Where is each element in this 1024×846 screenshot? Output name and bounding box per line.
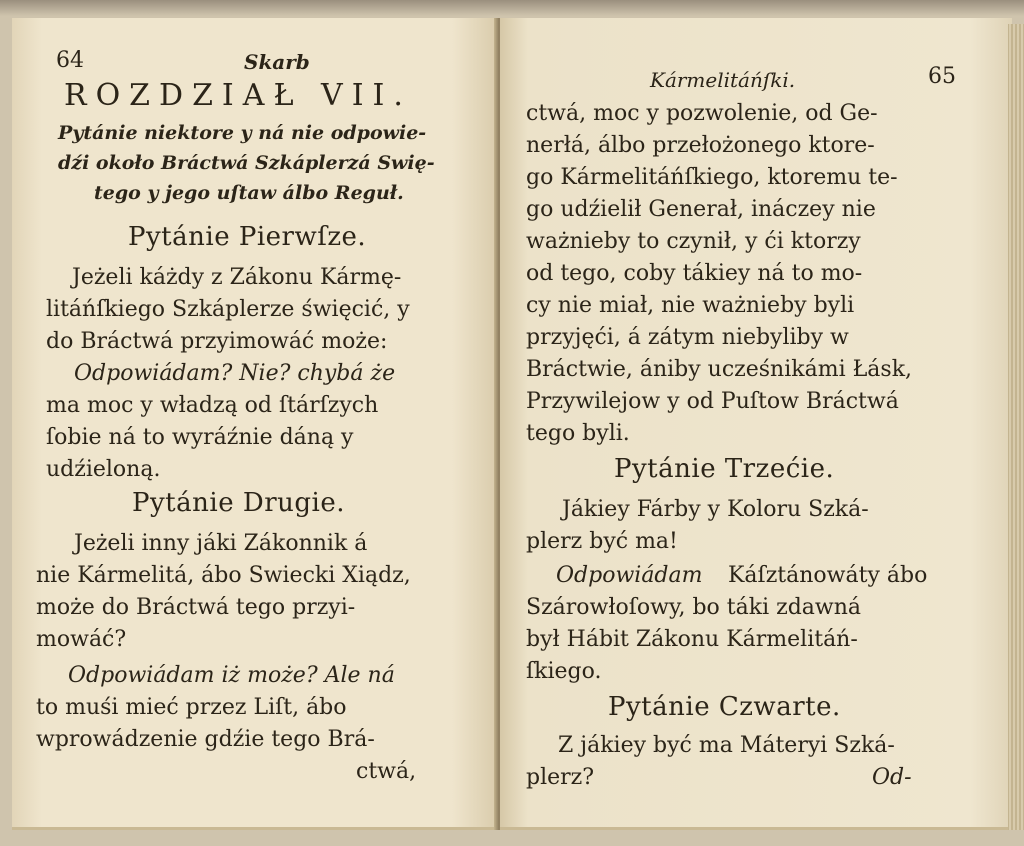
chapter-subtitle-line: dźi około Bráctwá Szkáplerzá Swię- [58,152,435,174]
body-line: litáńſkiego Szkáplerze święcić, y [46,297,410,322]
body-line: był Hábit Zákonu Kármelitáń- [526,627,858,652]
body-line: go Kármelitáńſkiego, ktoremu te- [526,165,898,190]
right-page [500,18,1012,830]
body-line: Káſztánowáty ábo [728,563,928,588]
body-line: ſkiego. [526,659,602,684]
body-line: tego byli. [526,421,630,446]
catchword: Od- [872,765,912,790]
page-number: 65 [928,64,956,89]
section-heading: Pytánie Pierwſze. [128,222,367,252]
body-line: Szárowłoſowy, bo táki zdawná [526,595,862,620]
body-line: wprowádzenie gdźie tego Brá- [36,727,375,752]
chapter-subtitle-line: tego y jego uſtaw álbo Reguł. [94,182,404,204]
body-line: plerz? [526,765,595,790]
body-line: przyjęći, á zátym niebyliby w [526,325,849,350]
body-line: udźieloną. [46,457,161,482]
chapter-subtitle-line: Pytánie niektore y ná nie odpowie- [58,122,427,144]
running-head: Kármelitáńſki. [650,68,796,92]
body-line: ſobie ná to wyráźnie dáną y [46,425,354,450]
body-line: nerłá, álbo przełożonego ktore- [526,133,875,158]
body-line: Jeżeli inny jáki Zákonnik á [74,531,368,556]
answer-line: Odpowiádam iż może? Ale ná [68,663,395,688]
body-line: nie Kármelitá, ábo Swiecki Xiądz, [36,563,411,588]
body-line: od tego, coby tákiey ná to mo- [526,261,863,286]
body-line: to muśi mieć przez Liſt, ábo [36,695,347,720]
section-heading: Pytánie Drugie. [132,488,345,518]
body-line: Jeżeli káżdy z Zákonu Kármę- [72,265,402,290]
body-line: go udźielił Generał, ináczey nie [526,197,876,222]
page-edges [1008,24,1024,830]
answer-label: Odpowiádam [556,563,703,588]
body-line: cy nie miał, nie ważnieby byli [526,293,855,318]
body-line: ważnieby to czynił, y ći ktorzy [526,229,861,254]
section-heading: Pytánie Trzećie. [614,454,835,484]
body-line: plerz być ma! [526,529,678,554]
body-line: Przywilejow y od Puſtow Bráctwá [526,389,899,414]
body-line: ctwá, [356,759,417,784]
body-line: Bráctwie, ániby ucześnikámi Łásk, [526,357,913,382]
body-line: ctwá, moc y pozwolenie, od Ge- [526,101,878,126]
body-line: może do Bráctwá tego przyi- [36,595,356,620]
section-heading: Pytánie Czwarte. [608,692,841,722]
body-line: mowáć? [36,627,127,652]
running-head: Skarb [244,50,310,74]
body-line: Jákiey Fárby y Koloru Szká- [562,497,869,522]
answer-line: Odpowiádam? Nie? chybá że [74,361,396,386]
body-line: ma moc y władzą od ſtárſzych [46,393,379,418]
body-line: do Bráctwá przyimowáć może: [46,329,388,354]
body-line: Z jákiey być ma Máteryi Szká- [558,733,895,758]
left-page [12,18,498,830]
chapter-title: ROZDZIAŁ VII. [64,78,412,113]
page-number: 64 [56,48,84,73]
